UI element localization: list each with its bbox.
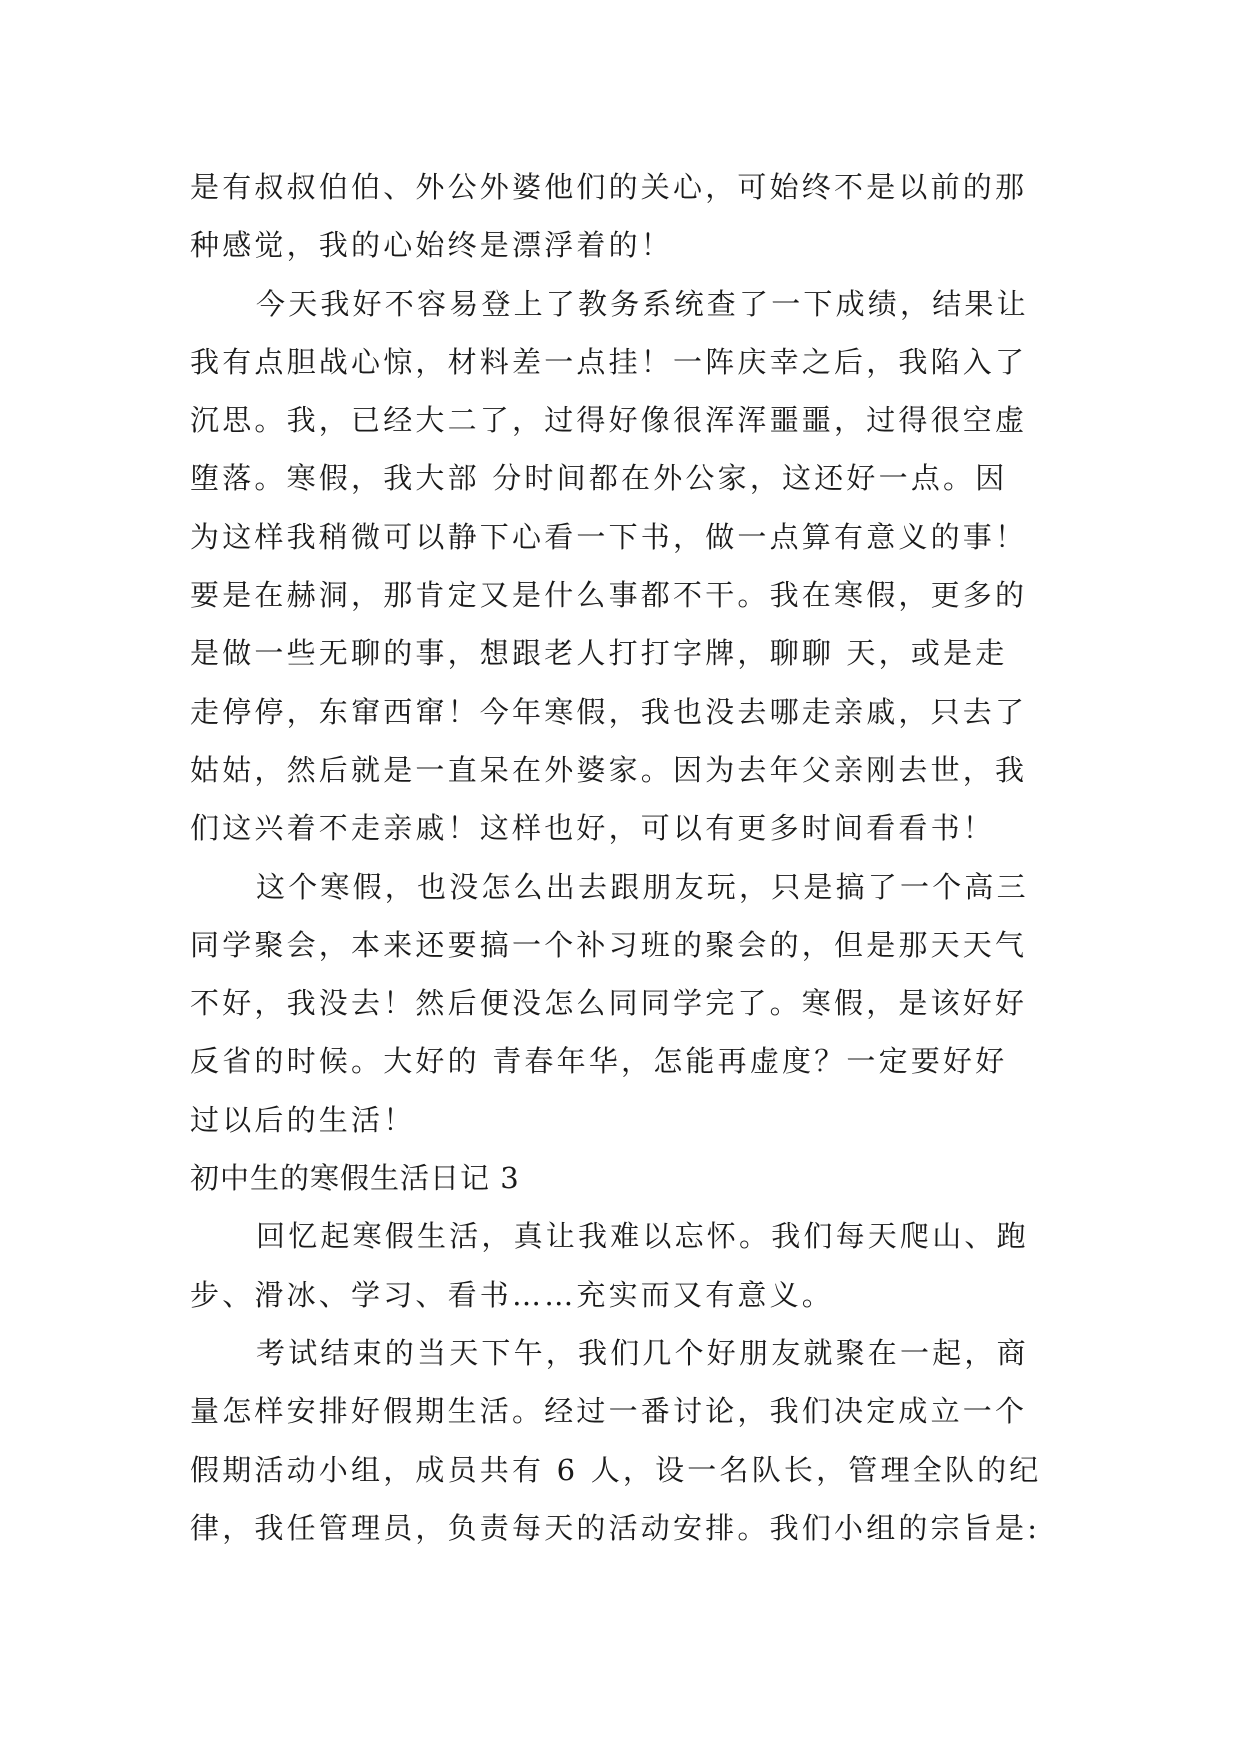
paragraph-start-line: 考试结束的当天下午，我们几个好朋友就聚在一起，商 [256,1335,1029,1370]
text-line: 们这兴着不走亲戚！这样也好，可以有更多时间看看书！ [190,811,996,846]
text-line: 走停停，东窜西窜！今年寒假，我也没去哪走亲戚，只去了 [190,694,1028,729]
text-line: 反省的时候。大好的 青春年华，怎能再虚度？一定要好好 [190,1044,1008,1079]
section-heading: 初中生的寒假生活日记 3 [190,1161,520,1196]
text-line: 种感觉，我的心始终是漂浮着的！ [190,228,674,263]
text-line: 是做一些无聊的事，想跟老人打打字牌，聊聊 天，或是走 [190,636,1008,671]
text-line: 量怎样安排好假期生活。经过一番讨论，我们决定成立一个 [190,1394,1028,1429]
text-line: 我有点胆战心惊，材料差一点挂！一阵庆幸之后，我陷入了 [190,344,1028,379]
text-line: 堕落。寒假，我大部 分时间都在外公家，这还好一点。因 [190,461,1008,496]
text-line: 姑姑，然后就是一直呆在外婆家。因为去年父亲刚去世，我 [190,752,1028,787]
text-line: 同学聚会，本来还要搞一个补习班的聚会的，但是那天天气 [190,927,1028,962]
paragraph-start-line: 这个寒假，也没怎么出去跟朋友玩，只是搞了一个高三 [256,869,1029,904]
text-line: 过以后的生活！ [190,1102,416,1137]
text-line: 不好，我没去！然后便没怎么同同学完了。寒假，是该好好 [190,986,1028,1021]
paragraph-start-line: 今天我好不容易登上了教务系统查了一下成绩，结果让 [256,286,1029,321]
text-line: 是有叔叔伯伯、外公外婆他们的关心，可始终不是以前的那 [190,170,1028,204]
text-line: 为这样我稍微可以静下心看一下书，做一点算有意义的事！ [190,519,1028,554]
paragraph-start-line: 回忆起寒假生活，真让我难以忘怀。我们每天爬山、跑 [256,1219,1029,1254]
text-line: 律，我任管理员，负责每天的活动安排。我们小组的宗旨是: [190,1510,1041,1545]
text-line: 假期活动小组，成员共有 6 人，设一名队长，管理全队的纪 [190,1452,1042,1487]
text-line: 步、滑冰、学习、看书……充实而又有意义。 [190,1277,835,1312]
text-line: 沉思。我，已经大二了，过得好像很浑浑噩噩，过得很空虚 [190,403,1028,438]
document-body [190,158,1060,1557]
text-line: 要是在赫洞，那肯定又是什么事都不干。我在寒假，更多的 [190,578,1028,613]
